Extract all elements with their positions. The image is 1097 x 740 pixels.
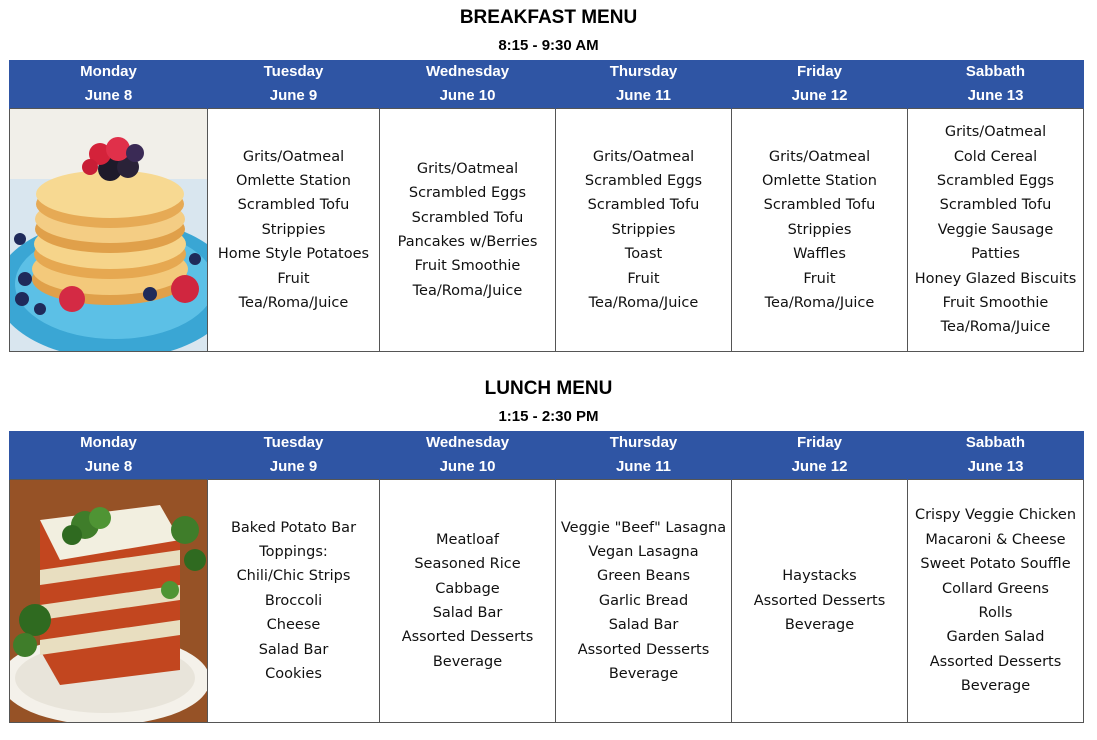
menu-item: Assorted Desserts	[577, 641, 710, 658]
menu-item: Salad Bar	[608, 617, 679, 634]
breakfast-friday-cell	[732, 109, 908, 352]
pancakes-photo	[10, 109, 207, 351]
lunch-monday-cell	[10, 480, 208, 723]
menu-item: Cold Cereal	[953, 148, 1038, 165]
lunch-header-friday: Friday June 12	[732, 431, 908, 480]
menu-item: Waffles	[793, 246, 846, 263]
lunch-menu-time: 1:15 - 2:30 PM	[498, 408, 599, 425]
menu-item: Beverage	[960, 678, 1031, 695]
menu-item: Meatloaf	[436, 531, 499, 548]
menu-item: Toppings:	[259, 543, 328, 560]
menu-item: Chili/Chic Strips	[236, 568, 351, 585]
lunch-thursday-cell	[556, 480, 732, 723]
menu-item: Baked Potato Bar	[230, 519, 357, 536]
menu-item: Toast	[624, 246, 663, 263]
breakfast-header-tuesday: Tuesday June 9	[208, 60, 380, 109]
menu-item: Beverage	[784, 617, 855, 634]
menu-item: Beverage	[608, 666, 679, 683]
menu-item: Grits/Oatmeal	[944, 124, 1047, 141]
menu-item: Strippies	[787, 221, 852, 238]
lunch-header-sabbath: Sabbath June 13	[908, 431, 1084, 480]
lunch-menu-table	[9, 431, 1084, 723]
lasagna-photo	[10, 480, 207, 722]
menu-item: Fruit Smoothie	[414, 258, 521, 275]
menu-item: Garden Salad	[946, 629, 1045, 646]
menu-item: Scrambled Tofu	[763, 197, 876, 214]
menu-item: Omlette Station	[762, 172, 877, 189]
menu-item: Scrambled Eggs	[584, 172, 703, 189]
menu-item: Scrambled Tofu	[939, 197, 1052, 214]
menu-item: Scrambled Tofu	[237, 197, 350, 214]
menu-item: Scrambled Eggs	[936, 172, 1055, 189]
menu-item: Grits/Oatmeal	[242, 148, 345, 165]
menu-item: Strippies	[611, 221, 676, 238]
lunch-header-tuesday: Tuesday June 9	[208, 431, 380, 480]
menu-item: Grits/Oatmeal	[416, 160, 519, 177]
menu-item: Fruit	[277, 270, 310, 287]
breakfast-wednesday-cell	[380, 109, 556, 352]
menu-item: Beverage	[432, 653, 503, 670]
lunch-friday-cell	[732, 480, 908, 723]
breakfast-header-wednesday: Wednesday June 10	[380, 60, 556, 109]
menu-item: Sweet Potato Souffle	[920, 556, 1071, 573]
menu-item: Veggie Sausage	[937, 221, 1054, 238]
menu-item: Assorted Desserts	[753, 592, 886, 609]
breakfast-header-thursday: Thursday June 11	[556, 60, 732, 109]
menu-item: Macaroni & Cheese	[925, 531, 1066, 548]
menu-item: Tea/Roma/Juice	[764, 295, 875, 312]
menu-item: Tea/Roma/Juice	[412, 282, 523, 299]
menu-item: Cookies	[265, 666, 322, 683]
breakfast-thursday-cell	[556, 109, 732, 352]
menu-item: Assorted Desserts	[929, 653, 1062, 670]
breakfast-menu-table	[9, 60, 1084, 352]
breakfast-menu-time: 8:15 - 9:30 AM	[498, 37, 599, 54]
menu-item: Scrambled Eggs	[408, 185, 527, 202]
menu-item: Tea/Roma/Juice	[940, 319, 1051, 336]
menu-item: Green Beans	[596, 568, 691, 585]
menu-item: Rolls	[978, 605, 1013, 621]
menu-item: Grits/Oatmeal	[592, 148, 695, 165]
menu-item: Fruit Smoothie	[942, 295, 1049, 312]
breakfast-sabbath-cell	[908, 109, 1084, 352]
menu-item: Tea/Roma/Juice	[238, 295, 349, 312]
lunch-header-thursday: Thursday June 11	[556, 431, 732, 480]
menu-item: Omlette Station	[236, 172, 351, 189]
menu-item: Scrambled Tofu	[587, 197, 700, 214]
menu-item: Salad Bar	[258, 641, 329, 658]
menu-item: Crispy Veggie Chicken	[914, 507, 1077, 524]
menu-item: Scrambled Tofu	[411, 209, 524, 226]
menu-item: Fruit	[627, 270, 660, 287]
menu-item: Collard Greens	[942, 580, 1049, 597]
menu-item: Assorted Desserts	[401, 629, 534, 646]
menu-item: Seasoned Rice	[414, 556, 521, 573]
menu-item: Cheese	[266, 617, 321, 634]
lunch-header-monday: Monday June 8	[10, 431, 208, 480]
menu-item: Strippies	[261, 221, 326, 238]
menu-item: Home Style Potatoes	[217, 246, 370, 263]
breakfast-header-sabbath: Sabbath June 13	[908, 60, 1084, 109]
menu-item: Salad Bar	[432, 605, 503, 621]
menu-item: Broccoli	[264, 592, 323, 609]
lunch-tuesday-cell	[208, 480, 380, 723]
menu-item: Haystacks	[782, 568, 857, 585]
breakfast-header-friday: Friday June 12	[732, 60, 908, 109]
lunch-header-wednesday: Wednesday June 10	[380, 431, 556, 480]
menu-item: Grits/Oatmeal	[768, 148, 871, 165]
lunch-sabbath-cell	[908, 480, 1084, 723]
menu-item: Patties	[971, 246, 1020, 263]
breakfast-menu-title: BREAKFAST MENU	[459, 7, 638, 28]
menu-item: Vegan Lasagna	[588, 543, 699, 560]
breakfast-tuesday-cell	[208, 109, 380, 352]
menu-item: Fruit	[803, 270, 836, 287]
lunch-wednesday-cell	[380, 480, 556, 723]
breakfast-header-monday: Monday June 8	[10, 60, 208, 109]
menu-item: Veggie "Beef" Lasagna	[560, 519, 727, 536]
breakfast-monday-cell	[10, 109, 208, 352]
lunch-menu-title: LUNCH MENU	[484, 378, 613, 399]
menu-item: Honey Glazed Biscuits	[914, 270, 1077, 287]
menu-item: Garlic Bread	[598, 592, 689, 609]
menu-item: Tea/Roma/Juice	[588, 295, 699, 312]
menu-item: Pancakes w/Berries	[397, 234, 538, 250]
menu-item: Cabbage	[435, 580, 500, 597]
